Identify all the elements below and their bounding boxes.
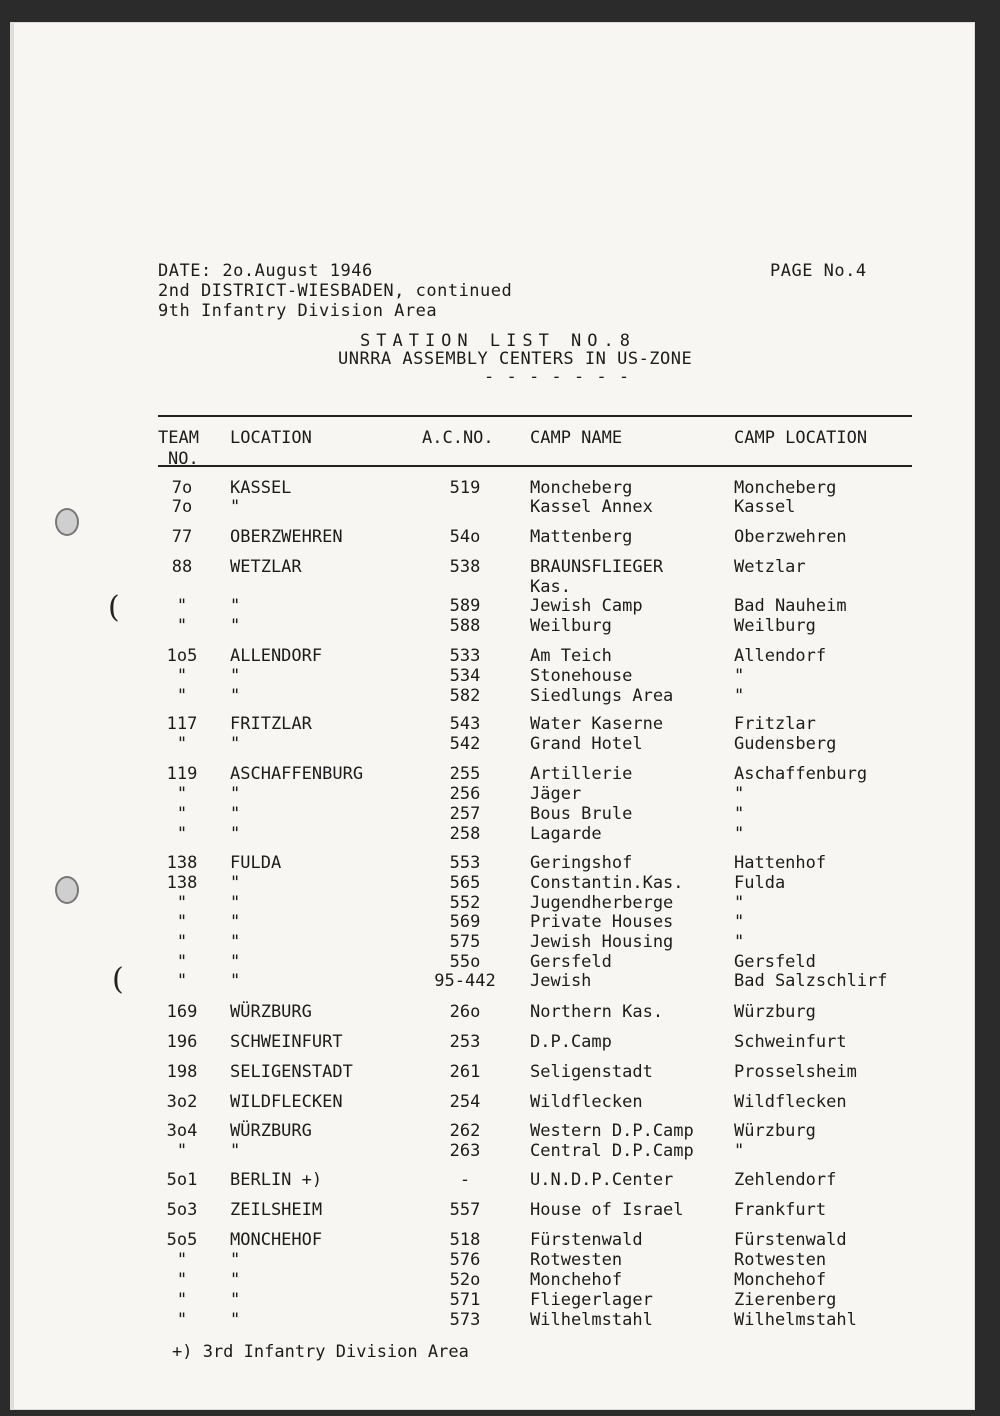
- location-cell: ": [230, 893, 241, 913]
- camp-name-cell: Private Houses: [530, 912, 674, 932]
- camp-location-cell: Prosselsheim: [734, 1062, 857, 1082]
- camp-name-cell: Jäger: [530, 784, 582, 804]
- team-no-cell: ": [176, 1250, 188, 1270]
- camp-name-cell: Wilhelmstahl: [530, 1310, 653, 1330]
- camp-name-cell: Jewish: [530, 971, 592, 991]
- location-cell: ZEILSHEIM: [230, 1200, 323, 1220]
- ac-no-cell: 256: [449, 784, 481, 804]
- team-no-cell: 138: [166, 873, 198, 893]
- col-header-location: LOCATION: [230, 428, 312, 448]
- camp-location-cell: ": [734, 666, 745, 686]
- camp-name-cell: Gersfeld: [530, 952, 612, 972]
- location-cell: ": [230, 596, 241, 616]
- ac-no-cell: 589: [449, 596, 481, 616]
- team-no-cell: ": [176, 932, 188, 952]
- camp-name-cell: Mattenberg: [530, 527, 633, 547]
- camp-name-cell: Western D.P.Camp: [530, 1121, 694, 1141]
- camp-location-cell: ": [734, 1141, 745, 1161]
- location-cell: ASCHAFFENBURG: [230, 764, 364, 784]
- ac-no-cell: 254: [449, 1092, 481, 1112]
- camp-name-cell: Lagarde: [530, 824, 602, 844]
- team-no-cell: 5o5: [166, 1230, 198, 1250]
- camp-name-cell: Am Teich: [530, 646, 612, 666]
- col-header-camp-name: CAMP NAME: [530, 428, 623, 448]
- location-cell: MONCHEHOF: [230, 1230, 323, 1250]
- camp-location-cell: Schweinfurt: [734, 1032, 847, 1052]
- camp-location-cell: ": [734, 912, 745, 932]
- camp-location-cell: Rotwesten: [734, 1250, 827, 1270]
- team-no-cell: ": [176, 1141, 188, 1161]
- location-cell: ": [230, 804, 241, 824]
- punch-hole: [55, 876, 79, 904]
- camp-location-cell: Oberzwehren: [734, 527, 847, 547]
- ac-no-cell: 55o: [449, 952, 481, 972]
- team-no-cell: 7o: [171, 478, 193, 498]
- camp-location-cell: Gersfeld: [734, 952, 816, 972]
- camp-location-cell: Monchehof: [734, 1270, 827, 1290]
- location-cell: ": [230, 971, 241, 991]
- ac-no-cell: 26o: [449, 1002, 481, 1022]
- location-cell: ": [230, 686, 241, 706]
- camp-name-cell: Grand Hotel: [530, 734, 643, 754]
- team-no-cell: ": [176, 666, 188, 686]
- camp-location-cell: Wilhelmstahl: [734, 1310, 857, 1330]
- camp-location-cell: Wetzlar: [734, 557, 806, 577]
- ac-no-cell: 543: [449, 714, 481, 734]
- camp-location-cell: Fulda: [734, 873, 786, 893]
- ac-no-cell: 573: [449, 1310, 481, 1330]
- location-cell: ": [230, 1310, 241, 1330]
- team-no-cell: 5o3: [166, 1200, 198, 1220]
- team-no-cell: 119: [166, 764, 198, 784]
- camp-location-cell: ": [734, 784, 745, 804]
- ac-no-cell: 261: [449, 1062, 481, 1082]
- camp-name-cell: Wildflecken: [530, 1092, 643, 1112]
- camp-location-cell: Würzburg: [734, 1002, 816, 1022]
- location-cell: ": [230, 1141, 241, 1161]
- station-list-title: STATION LIST NO.8: [360, 331, 636, 351]
- title-underline: - - - - - - -: [484, 367, 631, 387]
- camp-name-cell: Central D.P.Camp: [530, 1141, 694, 1161]
- location-cell: SELIGENSTADT: [230, 1062, 353, 1082]
- team-no-cell: 3o2: [166, 1092, 198, 1112]
- team-no-cell: 198: [166, 1062, 198, 1082]
- ac-no-cell: 569: [449, 912, 481, 932]
- location-cell: ": [230, 784, 241, 804]
- ac-no-cell: 553: [449, 853, 481, 873]
- camp-location-cell: Hattenhof: [734, 853, 827, 873]
- ac-no-cell: 257: [449, 804, 481, 824]
- team-no-cell: ": [176, 1270, 188, 1290]
- location-cell: WÜRZBURG: [230, 1002, 312, 1022]
- ac-no-cell: 518: [449, 1230, 481, 1250]
- camp-name-cell: Fliegerlager: [530, 1290, 653, 1310]
- location-cell: FULDA: [230, 853, 282, 873]
- ac-no-cell: 255: [449, 764, 481, 784]
- camp-location-cell: Bad Nauheim: [734, 596, 847, 616]
- team-no-cell: 138: [166, 853, 198, 873]
- ac-no-cell: 565: [449, 873, 481, 893]
- camp-location-cell: Wildflecken: [734, 1092, 847, 1112]
- col-header-team: TEAM: [158, 428, 199, 448]
- team-no-cell: ": [176, 893, 188, 913]
- location-cell: FRITZLAR: [230, 714, 312, 734]
- ac-no-cell: 557: [449, 1200, 481, 1220]
- camp-location-cell: ": [734, 893, 745, 913]
- team-no-cell: 7o: [171, 497, 193, 517]
- crescent-mark-icon: (: [108, 590, 120, 625]
- location-cell: ALLENDORF: [230, 646, 323, 666]
- camp-name-cell: Rotwesten: [530, 1250, 623, 1270]
- camp-location-cell: Würzburg: [734, 1121, 816, 1141]
- ac-no-cell: 54o: [449, 527, 481, 547]
- ac-no-cell: 263: [449, 1141, 481, 1161]
- ac-no-cell: 582: [449, 686, 481, 706]
- camp-location-cell: Moncheberg: [734, 478, 837, 498]
- location-cell: ": [230, 734, 241, 754]
- top-rule: [158, 415, 912, 417]
- camp-location-cell: Weilburg: [734, 616, 816, 636]
- punch-hole: [55, 508, 79, 536]
- location-cell: ": [230, 1250, 241, 1270]
- ac-no-cell: 575: [449, 932, 481, 952]
- camp-name-cell: Stonehouse: [530, 666, 633, 686]
- camp-name-cell: Artillerie: [530, 764, 633, 784]
- location-cell: ": [230, 824, 241, 844]
- ac-no-cell: 533: [449, 646, 481, 666]
- header-rule: [158, 465, 912, 467]
- location-cell: ": [230, 912, 241, 932]
- camp-name-cell: Constantin.Kas.: [530, 873, 684, 893]
- ac-no-cell: -: [459, 1170, 471, 1190]
- location-cell: BERLIN +): [230, 1170, 323, 1190]
- team-no-cell: ": [176, 912, 188, 932]
- camp-location-cell: Fürstenwald: [734, 1230, 847, 1250]
- location-cell: WETZLAR: [230, 557, 302, 577]
- camp-location-cell: Zehlendorf: [734, 1170, 837, 1190]
- camp-name-cell: Geringshof: [530, 853, 633, 873]
- team-no-cell: ": [176, 824, 188, 844]
- col-header-ac-no: A.C.NO.: [422, 428, 494, 448]
- district-line: 2nd DISTRICT-WIESBADEN, continued: [158, 281, 513, 301]
- location-cell: ": [230, 952, 241, 972]
- location-cell: ": [230, 666, 241, 686]
- team-no-cell: ": [176, 616, 188, 636]
- camp-name-cell: Jewish Camp: [530, 596, 643, 616]
- ac-no-cell: 542: [449, 734, 481, 754]
- date-line: DATE: 2o.August 1946: [158, 261, 373, 281]
- location-cell: SCHWEINFURT: [230, 1032, 343, 1052]
- location-cell: KASSEL: [230, 478, 292, 498]
- ac-no-cell: 519: [449, 478, 481, 498]
- col-header-camp-location: CAMP LOCATION: [734, 428, 868, 448]
- camp-name-cell: Kas.: [530, 577, 571, 597]
- team-no-cell: ": [176, 1310, 188, 1330]
- camp-name-cell: Kassel Annex: [530, 497, 653, 517]
- ac-no-cell: 262: [449, 1121, 481, 1141]
- team-no-cell: ": [176, 734, 188, 754]
- camp-name-cell: Jugendherberge: [530, 893, 674, 913]
- team-no-cell: ": [176, 596, 188, 616]
- team-no-cell: 88: [171, 557, 193, 577]
- ac-no-cell: 52o: [449, 1270, 481, 1290]
- team-no-cell: 5o1: [166, 1170, 198, 1190]
- team-no-cell: 169: [166, 1002, 198, 1022]
- camp-name-cell: Fürstenwald: [530, 1230, 643, 1250]
- team-no-cell: ": [176, 686, 188, 706]
- team-no-cell: 117: [166, 714, 198, 734]
- location-cell: ": [230, 1270, 241, 1290]
- camp-location-cell: Zierenberg: [734, 1290, 837, 1310]
- camp-name-cell: D.P.Camp: [530, 1032, 612, 1052]
- location-cell: WILDFLECKEN: [230, 1092, 343, 1112]
- ac-no-cell: 576: [449, 1250, 481, 1270]
- ac-no-cell: 253: [449, 1032, 481, 1052]
- camp-name-cell: Jewish Housing: [530, 932, 674, 952]
- team-no-cell: 77: [171, 527, 193, 547]
- team-no-cell: ": [176, 952, 188, 972]
- camp-name-cell: Seligenstadt: [530, 1062, 653, 1082]
- col-header-team-no: NO.: [168, 449, 199, 469]
- camp-location-cell: Allendorf: [734, 646, 827, 666]
- page-number: PAGE No.4: [770, 261, 867, 281]
- location-cell: ": [230, 932, 241, 952]
- location-cell: WÜRZBURG: [230, 1121, 312, 1141]
- camp-name-cell: Water Kaserne: [530, 714, 664, 734]
- team-no-cell: ": [176, 1290, 188, 1310]
- location-cell: OBERZWEHREN: [230, 527, 343, 547]
- team-no-cell: ": [176, 784, 188, 804]
- location-cell: ": [230, 873, 241, 893]
- camp-name-cell: House of Israel: [530, 1200, 684, 1220]
- ac-no-cell: 538: [449, 557, 481, 577]
- camp-location-cell: ": [734, 804, 745, 824]
- location-cell: ": [230, 497, 241, 517]
- team-no-cell: 3o4: [166, 1121, 198, 1141]
- camp-name-cell: Monchehof: [530, 1270, 623, 1290]
- ac-no-cell: 258: [449, 824, 481, 844]
- camp-location-cell: ": [734, 932, 745, 952]
- camp-location-cell: Frankfurt: [734, 1200, 827, 1220]
- ac-no-cell: 571: [449, 1290, 481, 1310]
- team-no-cell: 196: [166, 1032, 198, 1052]
- camp-name-cell: Weilburg: [530, 616, 612, 636]
- station-list-subtitle: UNRRA ASSEMBLY CENTERS IN US-ZONE: [338, 349, 693, 369]
- camp-name-cell: U.N.D.P.Center: [530, 1170, 674, 1190]
- camp-name-cell: Bous Brule: [530, 804, 633, 824]
- camp-location-cell: Fritzlar: [734, 714, 816, 734]
- ac-no-cell: 534: [449, 666, 481, 686]
- ac-no-cell: 95-442: [434, 971, 496, 991]
- camp-location-cell: Gudensberg: [734, 734, 837, 754]
- camp-name-cell: Moncheberg: [530, 478, 633, 498]
- division-area-line: 9th Infantry Division Area: [158, 301, 438, 321]
- crescent-mark-icon: (: [112, 962, 124, 997]
- footnote: +) 3rd Infantry Division Area: [172, 1342, 469, 1362]
- team-no-cell: ": [176, 971, 188, 991]
- camp-location-cell: Aschaffenburg: [734, 764, 868, 784]
- location-cell: ": [230, 1290, 241, 1310]
- ac-no-cell: 588: [449, 616, 481, 636]
- team-no-cell: 1o5: [166, 646, 198, 666]
- location-cell: ": [230, 616, 241, 636]
- camp-name-cell: BRAUNSFLIEGER: [530, 557, 664, 577]
- camp-name-cell: Northern Kas.: [530, 1002, 664, 1022]
- team-no-cell: ": [176, 804, 188, 824]
- camp-location-cell: ": [734, 686, 745, 706]
- ac-no-cell: 552: [449, 893, 481, 913]
- camp-location-cell: Kassel: [734, 497, 796, 517]
- camp-location-cell: ": [734, 824, 745, 844]
- camp-name-cell: Siedlungs Area: [530, 686, 674, 706]
- camp-location-cell: Bad Salzschlirf: [734, 971, 888, 991]
